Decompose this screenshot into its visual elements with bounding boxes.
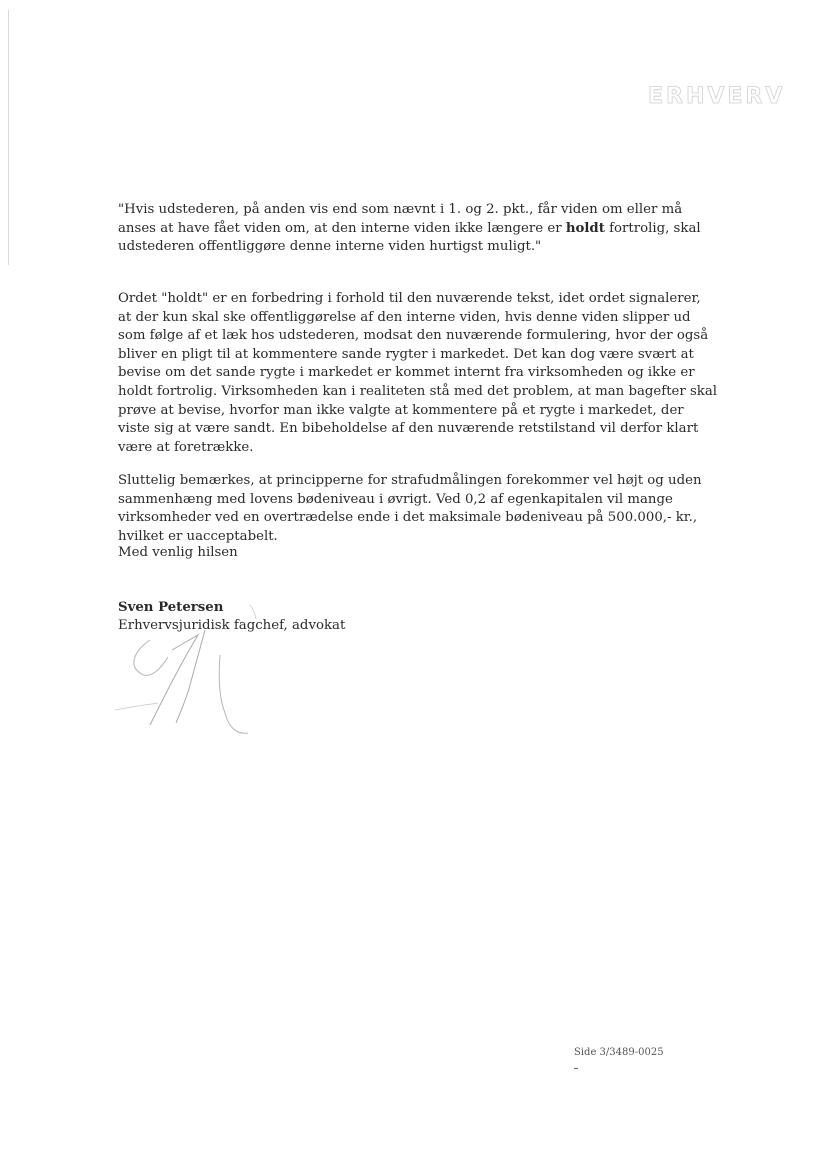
paragraph-penalties: Sluttelig bemærkes, at principperne for strafudmålingen forekommer vel højt og uden sammenhæng med lovens bødeniveau i øvrigt. Ved 0,2 af egenkapitalen vil mange virksomheder ved en overtrædelse ende i det maksimale bødeniveau på 500.000,- kr., hvilket er uacceptabelt. — [118, 473, 702, 544]
quote-text-start: "Hvis udstederen, på anden vis end som nævnt i 1. og 2. pkt., får viden om eller må anses at have fået viden om, at den interne viden ikke længere er — [118, 202, 683, 236]
quote-text-end: fortrolig, skal udstederen offentliggøre denne interne viden hurtigst muligt." — [118, 220, 701, 255]
signatory-name: Sven Petersen — [118, 600, 224, 615]
quote-bold-word: holdt — [565, 220, 605, 236]
page-reference: Side 3/3489-0025 — [574, 1047, 664, 1058]
quoted-paragraph — [118, 201, 718, 257]
closing-greeting: Med venlig hilsen — [118, 545, 238, 560]
letterhead-logo: ERHVERV — [648, 84, 786, 109]
footer-mark — [574, 1068, 578, 1069]
paragraph-holdt: Ordet "holdt" er en forbedring i forhold til den nuværende tekst, idet ordet signalerer, at der kun skal ske offentliggørelse af den interne viden, hvis denne viden slipper ud som følge af et læk hos udstederen, modsat den nuværende formulering, hvor der også bliver en pligt til at kommentere sande rygter i markedet. Det kan dog være svært at bevise om det sande rygte i markedet er kommet internt fra virksomheden og ikke er holdt fortrolig. Virksomheden kan i realiteten stå med det problem, at man bagefter skal prøve at bevise, hvorfor man ikke valgte at kommentere på et rygte i markedet, der viste sig at være sandt. En bibeholdelse af den nuværende retstilstand vil derfor klart være at foretrække. — [118, 291, 718, 455]
signatory-title: Erhvervsjuridisk fagchef, advokat — [118, 618, 346, 633]
margin-line — [8, 10, 9, 265]
